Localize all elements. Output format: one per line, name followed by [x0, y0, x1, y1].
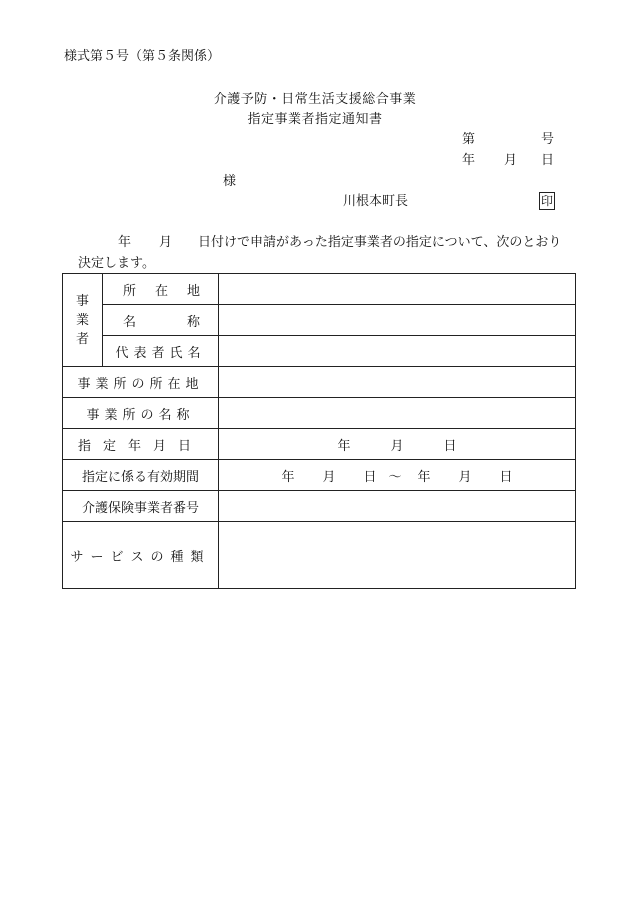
validity-period-label: 指定に係る有効期間 [63, 460, 219, 491]
designation-date-field[interactable]: 年 月 日 [219, 429, 576, 460]
representative-name-field[interactable] [219, 336, 576, 367]
service-type-field[interactable] [219, 522, 576, 589]
issue-date-month: 月 [504, 153, 518, 168]
application-date-month: 月 [159, 235, 173, 250]
seal-box: 印 [540, 194, 553, 208]
form-number: 様式第５号（第５条関係） [64, 49, 221, 64]
office-address-label: 事業所の所在地 [63, 367, 219, 398]
insurance-provider-number-field[interactable] [219, 491, 576, 522]
operator-group-label [63, 274, 103, 367]
table-row [63, 491, 576, 522]
designation-date-label: 指定年月日 [63, 429, 219, 460]
doc-number-suffix: 号 [541, 132, 555, 147]
document-title-line-1: 介護予防・日常生活支援総合事業 [213, 92, 417, 107]
doc-number-prefix: 第 [462, 132, 476, 147]
office-name-field[interactable] [219, 398, 576, 429]
office-address-field[interactable] [219, 367, 576, 398]
office-name-label: 事業所の名称 [63, 398, 219, 429]
operator-name-label: 名 称 [103, 305, 219, 336]
validity-period-field[interactable]: 年 月 日 〜 年 月 日 [219, 460, 576, 491]
table-row [63, 398, 576, 429]
body-text-continued: 決定します。 [78, 256, 155, 271]
table-row [63, 336, 576, 367]
representative-name-label: 代表者氏名 [103, 336, 219, 367]
issue-date-year: 年 [462, 153, 476, 168]
table-row [63, 429, 576, 460]
issue-date-day: 日 [541, 153, 555, 168]
operator-address-label: 所 在 地 [103, 274, 219, 305]
application-date-year: 年 [118, 235, 132, 250]
designation-table [62, 273, 576, 589]
service-type-label: サービスの種類 [63, 522, 219, 589]
table-row [63, 305, 576, 336]
table-row [63, 274, 576, 305]
insurance-provider-number-label: 介護保険事業者番号 [63, 491, 219, 522]
operator-label-char: 業 [75, 312, 89, 328]
issuer-name: 川根本町長 [343, 194, 409, 209]
table-row [63, 460, 576, 491]
operator-address-field[interactable] [219, 274, 576, 305]
body-text: 日付けで申請があった指定事業者の指定について、次のとおり [198, 235, 562, 250]
document-title-line-2: 指定事業者指定通知書 [247, 112, 383, 127]
table-row [63, 367, 576, 398]
operator-label-char: 事 [75, 293, 89, 309]
operator-name-field[interactable] [219, 305, 576, 336]
table-row [63, 522, 576, 589]
addressee-honorific: 様 [223, 174, 237, 189]
operator-label-char: 者 [75, 331, 89, 347]
